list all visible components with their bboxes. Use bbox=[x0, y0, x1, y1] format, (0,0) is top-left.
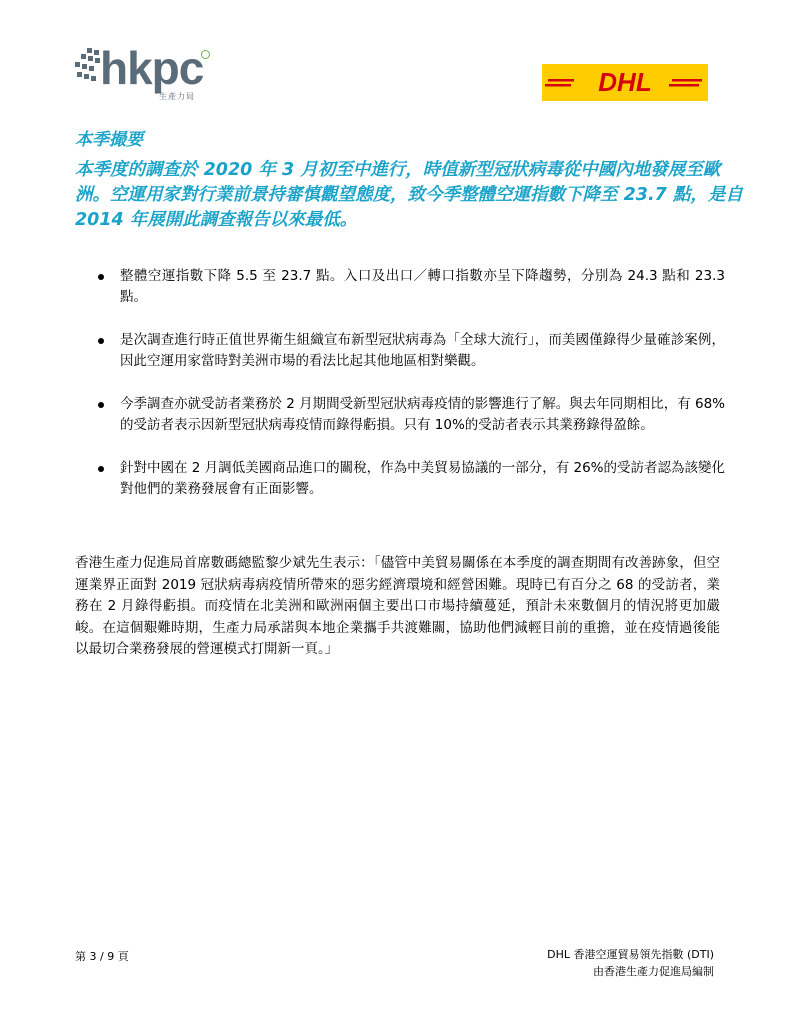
hkpc-logo-text: hkpc bbox=[100, 42, 204, 94]
page-number: 第 3 / 9 頁 bbox=[75, 950, 129, 963]
hkpc-logo-subtitle: 生產力局 bbox=[159, 92, 195, 101]
bullet-icon bbox=[98, 466, 104, 472]
report-title: DHL 香港空運貿易領先指數 (DTI) bbox=[547, 948, 714, 961]
dhl-logo-mark bbox=[542, 64, 708, 101]
bullet-item bbox=[95, 394, 725, 436]
section-title: 本季撮要 bbox=[75, 130, 143, 150]
bullet-text: 是次調查進行時正值世界衛生組織宣布新型冠狀病毒為「全球大流行」，而美國僅錄得少量確診案例，因此空運用家當時對美洲市場的看法比起其他地區相對樂觀。 bbox=[120, 332, 725, 369]
dhl-logo bbox=[542, 64, 708, 101]
bullet-icon bbox=[98, 274, 104, 280]
bullet-text: 針對中國在 2 月調低美國商品進口的關稅，作為中美貿易協議的一部分，有 26%的受訪者認為該變化對他們的業務發展會有正面影響。 bbox=[120, 460, 725, 497]
bullet-item bbox=[95, 458, 725, 500]
bullet-text: 今季調查亦就受訪者業務於 2 月期間受新型冠狀病毒疫情的影響進行了解。與去年同期相比，有 68%的受訪者表示因新型冠狀病毒疫情而錄得虧損。只有 10%的受訪者表示其業務錄得盈餘。 bbox=[120, 396, 725, 433]
bullet-list bbox=[95, 266, 725, 522]
hkpc-dots-icon bbox=[73, 48, 103, 88]
bullet-icon bbox=[98, 402, 104, 408]
bullet-item bbox=[95, 330, 725, 372]
registered-icon bbox=[201, 50, 210, 59]
quote-paragraph: 香港生產力促進局首席數碼總監黎少斌先生表示：「儘管中美貿易關係在本季度的調查期間有改善跡象，但空運業界正面對 2019 冠狀病毒病疫情所帶來的惡劣經濟環境和經營困難。現時已有百分之 68 的受訪者，業務在 2 月錄得虧損。而疫情在北美洲和歐洲兩個主要出口市場持續蔓延，預計未來數個月的情況將更加嚴峻。在這個艱難時期，生產力局承諾與本地企業攜手共渡難關，協助他們減輕目前的重擔，並在疫情過後能以最切合業務發展的營運模式打開新一頁。」 bbox=[75, 555, 720, 657]
bullet-icon bbox=[98, 338, 104, 344]
dhl-logo-text: DHL bbox=[598, 67, 652, 97]
bullet-text: 整體空運指數下降 5.5 至 23.7 點。入口及出口／轉口指數亦呈下降趨勢，分別為 24.3 點和 23.3 點。 bbox=[120, 268, 725, 305]
bullet-item bbox=[95, 266, 725, 308]
hkpc-logo bbox=[73, 44, 213, 106]
footer-report-info bbox=[547, 946, 714, 980]
compiled-by: 由香港生產力促進局編制 bbox=[593, 965, 714, 978]
summary-paragraph: 本季度的調查於 2020 年 3 月初至中進行，時值新型冠狀病毒從中國內地發展至歐洲。空運用家對行業前景持審慎觀望態度，致今季整體空運指數下降至 23.7 點，是自 2014 年展開此調查報告以來最低。 bbox=[75, 160, 743, 230]
